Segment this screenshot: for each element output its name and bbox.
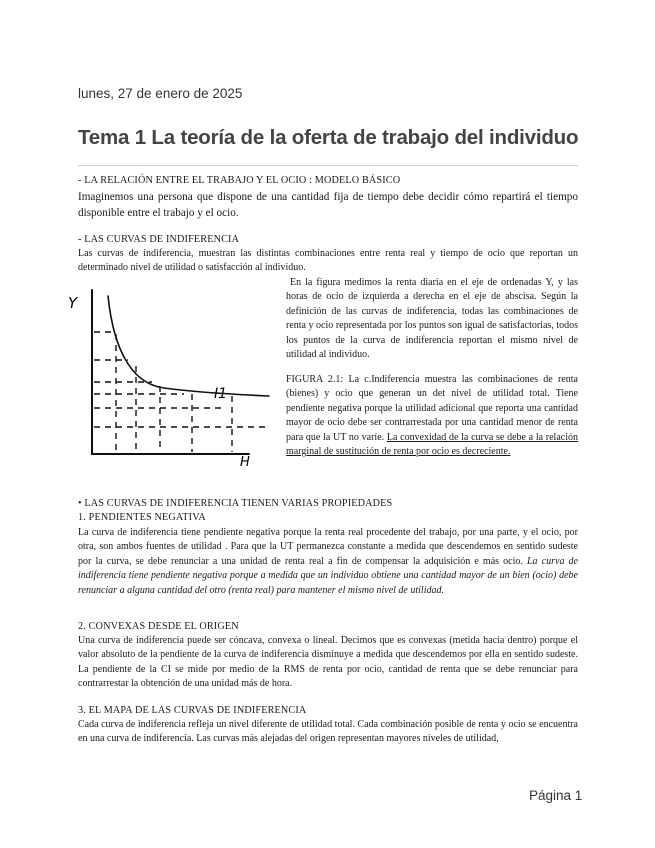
section-heading-propiedades: • LAS CURVAS DE INDIFERENCIA TIENEN VARIAS PROPIEDADES <box>78 498 393 509</box>
section-heading-trabajo-ocio: - LA RELACIÓN ENTRE EL TRABAJO Y EL OCIO : MODELO BÁSICO <box>78 175 401 186</box>
paragraph-convexas: Una curva de indiferencia puede ser cóncava, convexa o lineal. Decimos que es convexas (metida hacia dentro) porque el valor absoluto de la pendiente de la curva de indiferencia disminuye a medida que descendemos por ella en sentido sudeste. La pendiente de la CI se mide por medio de la RMS de renta por ocio, cantidad de renta que se debe renunciar para contrarrestar la obtención de una unidad más de hora. <box>78 635 578 690</box>
paragraph-mapa-curvas: Cada curva de indiferencia refleja un nivel diferente de utilidad total. Cada combinación posible de renta y ocio se encuentra en una curva de indiferencia. Las curvas más alejadas del origen representan mayores niveles de utilidad, <box>78 719 578 745</box>
section-heading-curvas-indiferencia: - LAS CURVAS DE INDIFERENCIA <box>78 234 240 245</box>
figure-caption-underlined: La convexidad de la curva se debe a la relación marginal de sustitución de renta por ocio es decreciente. <box>286 431 578 458</box>
title-divider <box>78 165 578 166</box>
paragraph-pendiente-italic: La curva de indiferencia tiene pendiente negativa porque a medida que un individuo obtiene una cantidad mayor de un bien (ocio) debe renunciar a alguna cantidad del otro (renta real) para mantener el mismo nivel de utilidad. <box>78 555 578 596</box>
paragraph-figure-explanation: En la figura medimos la renta diaria en el eje de ordenadas Y, y las horas de ocio de izquierda a derecha en el eje de abscisa. Según la definición de las curvas de indiferencia, todas las combinaciones de renta y ocio representada por los puntos son igual de satisfactorias, todos los puntos de la curva de indiferencia reportan el mismo nivel de utilidad al individuo. <box>286 277 578 361</box>
sketch-indifference-curve <box>108 296 269 396</box>
paragraph-definition: Las curvas de indiferencia, muestran las distintas combinaciones entre renta real y tiempo de ocio que reportan un determinado nivel de utilidad o satisfacción al individuo. <box>78 248 578 274</box>
page-number: Página 1 <box>529 788 583 803</box>
subheading-mapa-curvas: 3. EL MAPA DE LAS CURVAS DE INDIFERENCIA <box>78 705 307 716</box>
subheading-pendiente-negativa: 1. PENDIENTES NEGATIVA <box>78 512 206 523</box>
sketch-label-curve: I1 <box>214 386 228 402</box>
indifference-curve-sketch <box>64 284 284 472</box>
sketch-label-x: H <box>240 455 250 470</box>
figure-caption-text: FIGURA 2.1: La c.Indiferencia muestra las combinaciones de renta (bienes) y ocio que generan un det nivel de utilidad total. Tiene pendiente negativa porque la utilidad adicional que reporta una cantidad mayor de ocio debe ser contrarrestada por una cantidad menor de renta para que la UT no varíe. <box>286 374 578 443</box>
sketch-label-y: Y <box>68 294 78 312</box>
page-title: Tema 1 La teoría de la oferta de trabajo del individuo <box>78 126 579 149</box>
paragraph-intro: Imaginemos una persona que dispone de una cantidad fija de tiempo debe decidir cómo repartirá el tiempo disponible entre el trabajo y el ocio. <box>78 191 578 219</box>
subheading-convexas: 2. CONVEXAS DESDE EL ORIGEN <box>78 621 239 632</box>
paragraph-pendiente-negativa <box>78 526 578 598</box>
document-date: lunes, 27 de enero de 2025 <box>78 86 243 101</box>
figure-caption <box>286 373 578 459</box>
paragraph-pendiente-text: La curva de indiferencia tiene pendiente negativa porque la renta real procedente del trabajo, por una parte, y el ocio, por otra, son ambos fuentes de utilidad . Para que la UT permanezca constante a medida que descendemos en sentido sudeste por la curva, se debe renunciar a una unidad de renta real a fin de compensar la adquisición e más ocio. <box>78 527 578 567</box>
